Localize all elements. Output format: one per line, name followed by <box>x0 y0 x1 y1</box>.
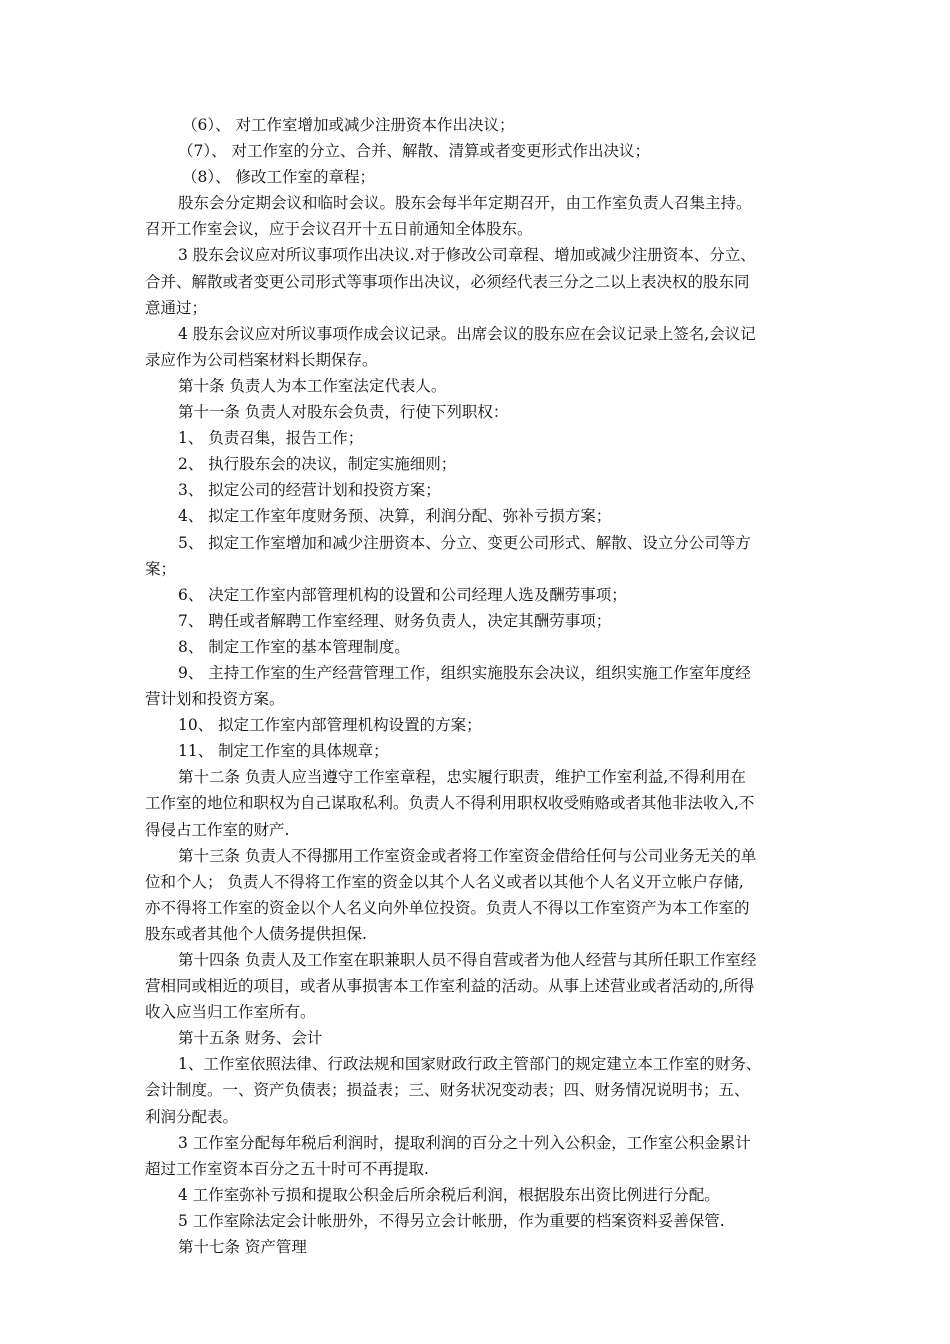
text-line: 利润分配表。 <box>145 1107 239 1126</box>
text-line: 位和个人； 负责人不得将工作室的资金以其个人名义或者以其他个人名义开立帐户存储, <box>145 872 744 891</box>
text-line: 10、 拟定工作室内部管理机构设置的方案； <box>178 716 482 735</box>
text-line: 亦不得将工作室的资金以个人名义向外单位投资。负责人不得以工作室资产为本工作室的 <box>145 898 750 917</box>
text-line: 营相同或相近的项目，或者从事损害本工作室利益的活动。从事上述营业或者活动的,所得 <box>145 977 755 996</box>
text-line: 第十七条 资产管理 <box>178 1238 307 1257</box>
text-line: 4、 拟定工作室年度财务预、决算，利润分配、弥补亏损方案； <box>178 507 612 526</box>
text-line: 3 股东会议应对所议事项作出决议.对于修改公司章程、增加或减少注册资本、分立、 <box>178 246 756 265</box>
text-line: 案； <box>145 559 177 578</box>
text-line: 4 股东会议应对所议事项作成会议记录。出席会议的股东应在会议记录上签名,会议记 <box>178 324 756 343</box>
text-line: 合并、解散或者变更公司形式等事项作出决议，必须经代表三分之二以上表决权的股东同 <box>145 272 750 291</box>
text-line: 股东会分定期会议和临时会议。股东会每半年定期召开，由工作室负责人召集主持。 <box>178 194 752 213</box>
text-line: 第十二条 负责人应当遵守工作室章程，忠实履行职责，维护工作室利益,不得利用在 <box>178 768 746 787</box>
text-line: 3 工作室分配每年税后利润时，提取利润的百分之十列入公积金，工作室公积金累计 <box>178 1133 751 1152</box>
text-line: 意通过； <box>145 298 208 317</box>
text-line: 11、 制定工作室的具体规章； <box>178 742 389 761</box>
text-line: 5 工作室除法定会计帐册外，不得另立会计帐册，作为重要的档案资料妥善保管. <box>178 1211 725 1230</box>
text-line: 8、 制定工作室的基本管理制度。 <box>178 637 410 656</box>
text-line: 股东或者其他个人债务提供担保. <box>145 924 367 943</box>
text-line: 3、 拟定公司的经营计划和投资方案； <box>178 481 441 500</box>
text-line: 第十一条 负责人对股东会负责，行使下列职权： <box>178 403 509 422</box>
text-line: 第十条 负责人为本工作室法定代表人。 <box>178 376 447 395</box>
text-line: 7、 聘任或者解聘工作室经理、财务负责人，决定其酬劳事项； <box>178 611 612 630</box>
text-line: 召开工作室会议，应于会议召开十五日前通知全体股东。 <box>145 220 533 239</box>
text-line: 营计划和投资方案。 <box>145 690 285 709</box>
text-line: 9、 主持工作室的生产经营管理工作，组织实施股东会决议，组织实施工作室年度经 <box>178 663 751 682</box>
text-line: 4 工作室弥补亏损和提取公积金后所余税后利润，根据股东出资比例进行分配。 <box>178 1185 720 1204</box>
text-line: 工作室的地位和职权为自己谋取私利。负责人不得利用职权收受贿赂或者其他非法收入,不 <box>145 794 755 813</box>
text-line: 2、 执行股东会的决议，制定实施细则； <box>178 455 457 474</box>
document-page <box>145 112 809 1260</box>
text-line: 得侵占工作室的财产. <box>145 820 290 839</box>
text-line: （6）、 对工作室增加或减少注册资本作出决议； <box>182 116 515 134</box>
text-line: （7）、 对工作室的分立、合并、解散、清算或者变更形式作出决议； <box>178 142 651 161</box>
text-line: （8）、 修改工作室的章程； <box>182 168 376 187</box>
text-line: 1、工作室依照法律、行政法规和国家财政行政主管部门的规定建立本工作室的财务、 <box>178 1055 762 1074</box>
text-line: 录应作为公司档案材料长期保存。 <box>145 350 378 369</box>
text-line: 6、 决定工作室内部管理机构的设置和公司经理人选及酬劳事项； <box>178 585 627 604</box>
text-line: 超过工作室资本百分之五十时可不再提取. <box>145 1159 429 1178</box>
text-line: 会计制度。一、资产负债表；损益表；三、财务状况变动表；四、财务情况说明书；五、 <box>145 1081 750 1100</box>
text-line: 5、 拟定工作室增加和减少注册资本、分立、变更公司形式、解散、设立分公司等方 <box>178 533 751 552</box>
text-line: 第十三条 负责人不得挪用工作室资金或者将工作室资金借给任何与公司业务无关的单 <box>178 846 757 865</box>
text-line: 第十四条 负责人及工作室在职兼职人员不得自营或者为他人经营与其所任职工作室经 <box>178 951 757 969</box>
text-line: 1、 负责召集，报告工作； <box>178 429 364 448</box>
text-line: 第十五条 财务、会计 <box>178 1029 323 1048</box>
text-line: 收入应当归工作室所有。 <box>145 1003 316 1022</box>
